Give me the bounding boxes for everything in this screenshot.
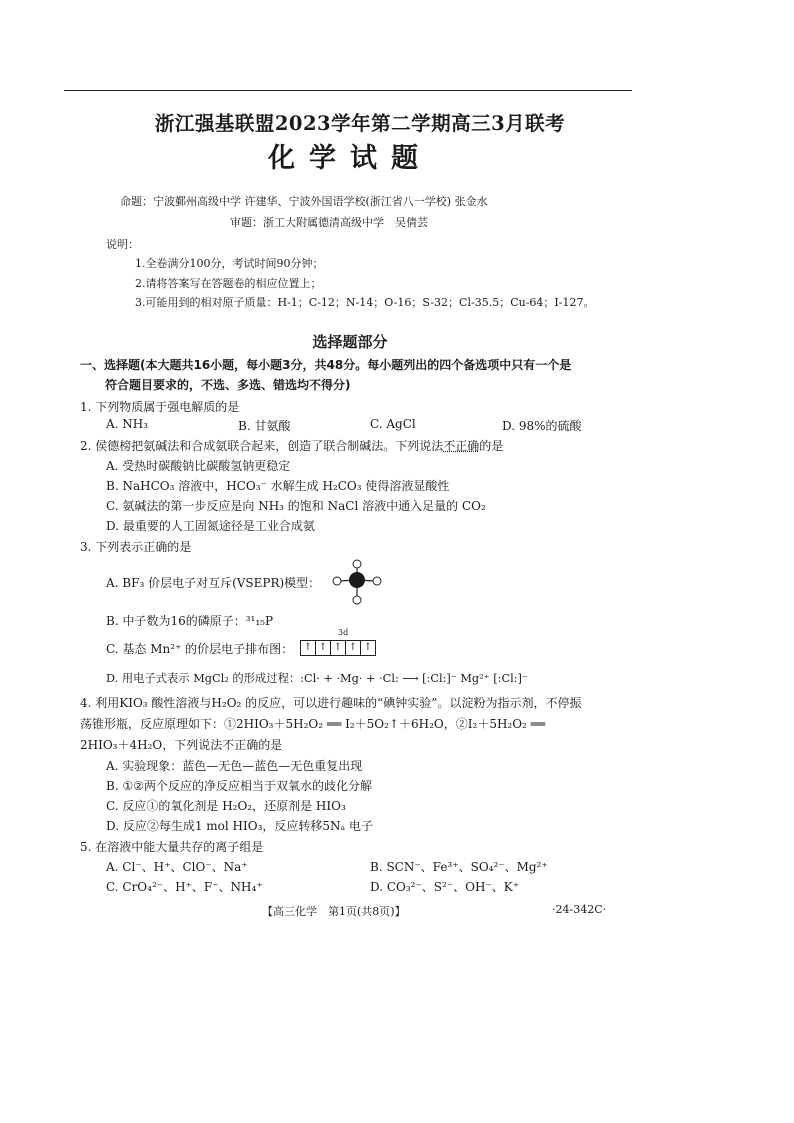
q3-stem: 3. 下列表示正确的是	[80, 540, 192, 554]
q4-stem-line1: 4. 利用KIO₃ 酸性溶液与H₂O₂ 的反应，可以进行趣味的“碘钟实验”。以淀粉为指示剂，不停振	[80, 696, 582, 710]
q4-stem-line3: 2HIO₃＋4H₂O，下列说法不正确的是	[80, 738, 283, 752]
q2-option-d: D. 最重要的人工固氮途径是工业合成氨	[106, 519, 315, 533]
paper-code: ·24-342C·	[552, 903, 607, 916]
q5-option-c: C. CrO₄²⁻、H⁺、F⁻、NH₄⁺	[106, 880, 263, 894]
q1-option-b: B. 甘氨酸	[238, 419, 291, 433]
q2-option-c: C. 氨碱法的第一步反应是向 NH₃ 的饱和 NaCl 溶液中通入足量的 CO₂	[106, 499, 486, 513]
q3-option-a: A. BF₃ 价层电子对互斥(VSEPR)模型：	[106, 576, 321, 590]
orbital-box: ↑	[360, 641, 375, 655]
q5-option-b: B. SCN⁻、Fe³⁺、SO₄²⁻、Mg²⁺	[370, 860, 548, 874]
subject-title: 化学试题	[268, 143, 432, 174]
q2-option-a: A. 受热时碳酸钠比碳酸氢钠更稳定	[106, 459, 291, 473]
q5-stem: 5. 在溶液中能大量共存的离子组是	[80, 840, 264, 854]
q5-option-d: D. CO₃²⁻、S²⁻、OH⁻、K⁺	[370, 880, 520, 894]
q2-option-b: B. NaHCO₃ 溶液中，HCO₃⁻ 水解生成 H₂CO₃ 使得溶液显酸性	[106, 479, 450, 493]
instruction-item: 2.请将答案写在答题卷的相应位置上；	[135, 277, 322, 290]
q4-option-d: D. 反应②每生成1 mol HIO₃，反应转移5Nₐ 电子	[106, 819, 373, 833]
q1-stem: 1. 下列物质属于强电解质的是	[80, 400, 240, 414]
q4-option-a: A. 实验现象：蓝色—无色—蓝色—无色重复出现	[106, 759, 363, 773]
instructions-label: 说明：	[106, 238, 139, 251]
q3-option-c: C. 基态 Mn²⁺ 的价层电子排布图：	[106, 642, 294, 656]
vsepr-model-diagram	[330, 558, 386, 608]
authors-line: 命题：宁波鄞州高级中学 许建华、宁波外国语学校(浙江省八一学校) 张金水	[120, 195, 488, 208]
q2-stem-emphasis: 不正确	[443, 439, 480, 453]
q4-option-c: C. 反应①的氧化剂是 H₂O₂，还原剂是 HIO₃	[106, 799, 346, 813]
q5-option-a: A. Cl⁻、H⁺、ClO⁻、Na⁺	[106, 860, 248, 874]
top-rule	[64, 90, 632, 91]
orbital-box: ↑	[303, 642, 313, 653]
q3-option-d: D. 用电子式表示 MgCl₂ 的形成过程：:Cl· + ·Mg· + ·Cl: ⟶ [:Cl:]⁻ Mg²⁺ [:Cl:]⁻	[106, 672, 528, 685]
orbital-box: ↑	[345, 641, 360, 655]
orbital-label: 3d	[338, 628, 349, 637]
q1-option-a: A. NH₃	[106, 417, 149, 431]
q2-stem-pre: 2. 侯德榜把氨碱法和合成氨联合起来，创造了联合制碱法。下列说法	[80, 439, 444, 453]
instruction-item: 1.全卷满分100分，考试时间90分钟；	[135, 257, 324, 270]
q1-option-d: D. 98%的硫酸	[502, 419, 582, 433]
instruction-item: 3.可能用到的相对原子质量：H-1；C-12；N-14；O-16；S-32；Cl-35.5；Cu-64；I-127。	[135, 296, 595, 309]
page-number: 【高三化学 第1页(共8页)】	[262, 905, 406, 918]
orbital-box: ↑	[315, 641, 330, 655]
exam-title: 浙江强基联盟2023学年第二学期高三3月联考	[154, 112, 566, 135]
reviewers-line: 审题：浙工大附属德清高级中学 吴倩芸	[230, 216, 428, 229]
q1-option-c: C. AgCl	[370, 417, 416, 431]
section-intro-line1: 一、选择题(本大题共16小题，每小题3分，共48分。每小题列出的四个备选项中只有一个是	[80, 358, 572, 372]
q4-stem-line2: 荡锥形瓶，反应原理如下：①2HIO₃＋5H₂O₂ ══ I₂＋5O₂↑＋6H₂O，②I₂＋5H₂O₂ ══	[80, 717, 546, 731]
q2-stem	[80, 437, 503, 454]
orbital-box: ↑	[330, 641, 345, 655]
q3-option-b: B. 中子数为16的磷原子：³¹₁₅P	[106, 614, 274, 628]
section-title: 选择题部分	[312, 333, 388, 351]
orbital-diagram	[300, 640, 376, 656]
q4-option-b: B. ①②两个反应的净反应相当于双氧水的歧化分解	[106, 779, 372, 793]
section-intro-line2: 符合题目要求的，不选、多选、错选均不得分)	[105, 378, 351, 392]
q2-stem-post: 的是	[479, 439, 504, 453]
